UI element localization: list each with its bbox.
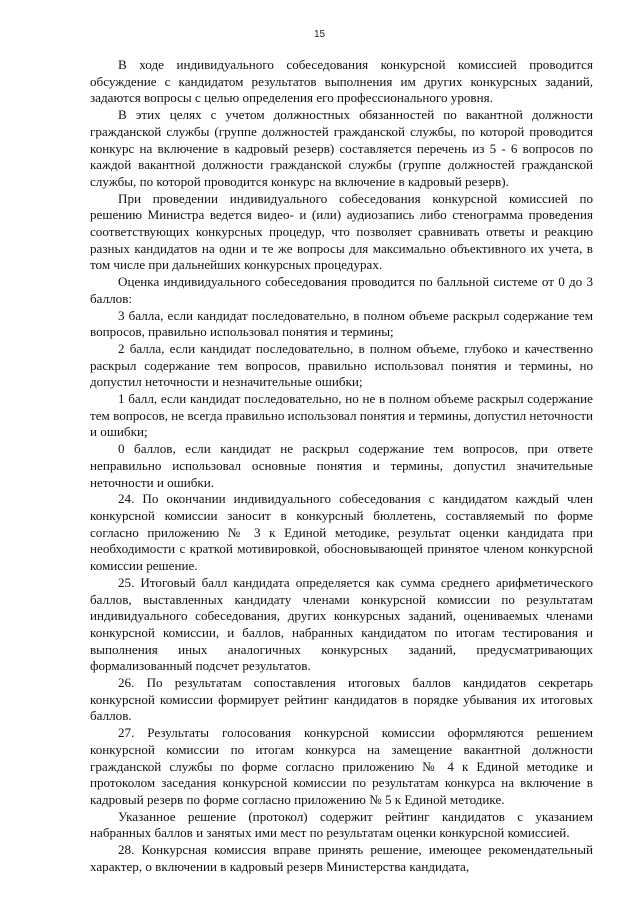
paragraph: 0 баллов, если кандидат не раскрыл содержание тем вопросов, при ответе неправильно использовал основные понятия и термины, допустил значительные неточности и ошибки.	[90, 441, 593, 490]
paragraph: 27. Результаты голосования конкурсной комиссии оформляются решением конкурсной комиссии по итогам конкурса на замещение вакантной должности гражданской службы по форме согласно приложению № 4 к Единой методике и протоколом заседания конкурсной комиссии по результатам конкурса на включение в кадровый резерв по форме согласно приложению № 5 к Единой методике.	[90, 725, 593, 807]
paragraph: В ходе индивидуального собеседования конкурсной комиссией проводится обсуждение с кандидатом результатов выполнения им других конкурсных заданий, задаются вопросы с целью определения его профессионального уровня.	[90, 57, 593, 106]
paragraph: 2 балла, если кандидат последовательно, в полном объеме, глубоко и качественно раскрыл содержание тем вопросов, правильно использовал понятия и термины, но допустил неточности и незначительные ошибки;	[90, 340, 593, 390]
paragraph: При проведении индивидуального собеседования конкурсной комиссией по решению Министра ведется видео- и (или) аудиозапись либо стенограмма проведения соответствующих конкурсных процедур, что позволяет сравнивать ответы и реакцию разных кандидатов на одни и те же вопросы для максимально объективного их учета, в том числе при дальнейших конкурсных процедурах.	[90, 190, 593, 273]
paragraph: 28. Конкурсная комиссия вправе принять решение, имеющее рекомендательный характер, о включении в кадровый резерв Министерства кандидата,	[90, 842, 593, 874]
body-text	[90, 57, 593, 875]
paragraph: 3 балла, если кандидат последовательно, в полном объеме раскрыл содержание тем вопросов, правильно использовал понятия и термины;	[90, 307, 593, 340]
paragraph: В этих целях с учетом должностных обязанностей по вакантной должности гражданской службы (группе должностей гражданской службы, по которой проводится конкурс на включение в кадровый резерв) составляется перечень из 5 - 6 вопросов по каждой вакантной должности гражданской службы (группе должностей гражданской службы, по которой проводится конкурс на включение в кадровый резерв).	[90, 107, 593, 189]
paragraph: Указанное решение (протокол) содержит рейтинг кандидатов с указанием набранных баллов и занятых ими мест по результатам оценки конкурсной комиссией.	[90, 808, 593, 841]
paragraph: 24. По окончании индивидуального собеседования с кандидатом каждый член конкурсной комиссии заносит в конкурсный бюллетень, составляемый по форме согласно приложению № 3 к Единой методике, результат оценки кандидата при необходимости с краткой мотивировкой, обосновывающей принятое членом конкурсной комиссии решение.	[90, 491, 593, 574]
paragraph: 25. Итоговый балл кандидата определяется как сумма среднего арифметического баллов, выставленных кандидату членами конкурсной комиссии по результатам индивидуального собеседования, других конкурсных заданий, оцениваемых членами конкурсной комиссии, и баллов, набранных кандидатом по итогам тестирования и выполнения иных аналогичных конкурсных заданий, предусматривающих формализованный подсчет результатов.	[90, 574, 593, 674]
page-number: 15	[313, 29, 326, 40]
paragraph: Оценка индивидуального собеседования проводится по балльной системе от 0 до 3 баллов:	[90, 274, 593, 306]
paragraph: 26. По результатам сопоставления итоговых баллов кандидатов секретарь конкурсной комиссии формирует рейтинг кандидатов в порядке убывания их итоговых баллов.	[90, 675, 593, 724]
paragraph: 1 балл, если кандидат последовательно, но не в полном объеме раскрыл содержание тем вопросов, не всегда правильно использовал понятия и термины, допустил неточности и ошибки;	[90, 391, 593, 440]
